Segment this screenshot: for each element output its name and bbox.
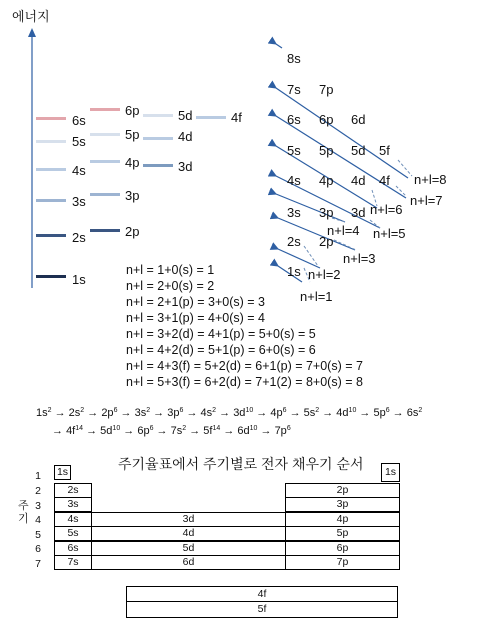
sequence-orbital: 2p	[101, 407, 114, 419]
aufbau-cell-2s: 2s	[287, 234, 301, 249]
level-label-3s: 3s	[72, 194, 86, 209]
aufbau-cell-3p: 3p	[319, 205, 334, 220]
cell-s-7: 7s	[54, 555, 92, 570]
sequence-arrow: →	[117, 407, 135, 419]
level-label-4d: 4d	[178, 129, 193, 144]
equation-8: n+l = 5+3(f) = 6+2(d) = 7+1(2) = 8+0(s) = 8	[126, 375, 363, 389]
sequence-term	[336, 407, 356, 419]
equation-1: n+l = 1+0(s) = 1	[126, 263, 215, 277]
sequence-arrow: →	[216, 407, 234, 419]
sequence-arrow: →	[257, 425, 275, 437]
sequence-orbital: 4p	[270, 407, 283, 419]
aufbau-cell-6p: 6p	[319, 112, 334, 127]
sequence-orbital: 5f	[203, 425, 213, 437]
nl-label-6: n+l=6	[370, 202, 403, 217]
equation-7: n+l = 4+3(f) = 5+2(d) = 6+1(p) = 7+0(s) = 7	[126, 359, 363, 373]
level-label-5p: 5p	[125, 127, 140, 142]
sequence-arrow: →	[153, 425, 171, 437]
aufbau-cell-4s: 4s	[287, 173, 301, 188]
period-number-5: 5	[35, 529, 41, 541]
cell-d-4: 3d	[91, 512, 286, 527]
sequence-electron-count: 2	[182, 425, 187, 432]
cell-s-6: 6s	[54, 541, 92, 556]
cell-s-3: 3s	[54, 497, 92, 512]
sequence-arrow: →	[319, 407, 337, 419]
aufbau-cell-2p: 2p	[319, 234, 334, 249]
sequence-term	[135, 407, 151, 419]
sequence-electron-count: 2	[315, 407, 320, 414]
sequence-electron-count: 2	[146, 407, 151, 414]
arrow-nl-8	[276, 88, 408, 178]
sequence-term	[237, 425, 257, 437]
cell-d-7: 6d	[91, 555, 286, 570]
cell-p-7: 7p	[285, 555, 400, 570]
cell-p-5: 5p	[285, 526, 400, 541]
sequence-term	[69, 407, 85, 419]
sequence-arrow: →	[52, 425, 67, 437]
sequence-term	[101, 407, 117, 419]
period-axis-label-2: 기	[18, 513, 29, 525]
sequence-arrow: →	[83, 425, 101, 437]
cell-p-2: 2p	[285, 483, 400, 498]
sequence-electron-count: 6	[149, 425, 154, 432]
sequence-orbital: 2s	[68, 407, 81, 419]
level-label-6p: 6p	[125, 103, 140, 118]
level-label-4s: 4s	[72, 163, 86, 178]
sequence-orbital: 6d	[237, 425, 250, 437]
period-number-6: 6	[35, 543, 41, 555]
nl-label-7: n+l=7	[410, 193, 443, 208]
nl-label-3: n+l=3	[343, 251, 376, 266]
aufbau-cell-3s: 3s	[287, 205, 301, 220]
cell-p-1: 1s	[381, 463, 400, 482]
energy-axis-label: 에너지	[12, 9, 50, 24]
sequence-term	[373, 407, 389, 419]
sequence-orbital: 5d	[100, 425, 113, 437]
aufbau-cell-6d: 6d	[351, 112, 366, 127]
aufbau-cell-6s: 6s	[287, 112, 301, 127]
sequence-arrow: →	[356, 407, 374, 419]
aufbau-cell-1s: 1s	[287, 264, 301, 279]
sequence-electron-count: 14	[75, 425, 84, 432]
table-title: 주기율표에서 주기별로 전자 채우기 순서	[118, 456, 364, 472]
level-label-5s: 5s	[72, 134, 86, 149]
nl-label-8: n+l=8	[414, 172, 447, 187]
sequence-term	[171, 425, 187, 437]
sequence-orbital: 1s	[36, 407, 48, 419]
sequence-orbital: 6p	[137, 425, 150, 437]
sequence-electron-count: 10	[348, 407, 357, 414]
sequence-arrow: →	[389, 407, 407, 419]
sequence-electron-count: 6	[286, 425, 291, 432]
sequence-orbital: 4d	[336, 407, 349, 419]
level-label-3p: 3p	[125, 188, 140, 203]
aufbau-cell-5s: 5s	[287, 143, 301, 158]
period-number-2: 2	[35, 485, 41, 497]
sequence-arrow: →	[150, 407, 168, 419]
sequence-orbital: 7s	[170, 425, 183, 437]
sequence-term	[275, 425, 291, 437]
period-number-3: 3	[35, 500, 41, 512]
cell-f-4f: 4f	[126, 586, 398, 602]
cell-p-4: 4p	[285, 512, 400, 527]
cell-p-3: 3p	[285, 497, 400, 512]
sequence-electron-count: 10	[245, 407, 254, 414]
sequence-arrow: →	[253, 407, 271, 419]
sequence-electron-count: 6	[385, 407, 390, 414]
level-label-5d: 5d	[178, 108, 193, 123]
aufbau-cell-4p: 4p	[319, 173, 334, 188]
aufbau-cell-4f: 4f	[379, 173, 390, 188]
sequence-term	[203, 425, 220, 437]
period-number-7: 7	[35, 558, 41, 570]
sequence-term	[233, 407, 253, 419]
sequence-arrow: →	[220, 425, 238, 437]
sequence-term	[201, 407, 217, 419]
sequence-term	[407, 407, 423, 419]
sequence-term	[36, 407, 52, 419]
nl-label-2: n+l=2	[308, 267, 341, 282]
nl-label-1: n+l=1	[300, 289, 333, 304]
sequence-arrow: →	[286, 407, 304, 419]
cell-s-4: 4s	[54, 512, 92, 527]
sequence-electron-count: 14	[212, 425, 221, 432]
sequence-electron-count: 2	[418, 407, 423, 414]
period-number-4: 4	[35, 514, 41, 526]
cell-s-2: 2s	[54, 483, 92, 498]
equation-3: n+l = 2+1(p) = 3+0(s) = 3	[126, 295, 265, 309]
aufbau-cell-3d: 3d	[351, 205, 366, 220]
sequence-term	[167, 407, 183, 419]
sequence-orbital: 5p	[373, 407, 386, 419]
level-label-4f: 4f	[231, 110, 242, 125]
level-label-3d: 3d	[178, 159, 193, 174]
filling-sequence-line-1	[36, 407, 422, 419]
level-label-4p: 4p	[125, 155, 140, 170]
sequence-electron-count: 2	[47, 407, 52, 414]
equation-6: n+l = 4+2(d) = 5+1(p) = 6+0(s) = 6	[126, 343, 316, 357]
aufbau-cell-5f: 5f	[379, 143, 390, 158]
period-axis-label-1: 주	[18, 500, 29, 512]
cell-s-5: 5s	[54, 526, 92, 541]
sequence-term	[137, 425, 153, 437]
period-number-1: 1	[35, 470, 41, 482]
aufbau-cell-8s: 8s	[287, 51, 301, 66]
sequence-orbital: 3d	[233, 407, 246, 419]
sequence-arrow: →	[186, 425, 204, 437]
sequence-arrow: →	[183, 407, 201, 419]
equation-2: n+l = 2+0(s) = 2	[126, 279, 215, 293]
sequence-electron-count: 6	[113, 407, 118, 414]
sequence-electron-count: 6	[282, 407, 287, 414]
sequence-electron-count: 2	[80, 407, 85, 414]
aufbau-cell-7s: 7s	[287, 82, 301, 97]
nl-label-4: n+l=4	[327, 223, 360, 238]
sequence-orbital: 4s	[200, 407, 213, 419]
sequence-arrow: →	[120, 425, 138, 437]
sequence-orbital: 3s	[134, 407, 147, 419]
sequence-arrow: →	[51, 407, 69, 419]
cell-p-6: 6p	[285, 541, 400, 556]
sequence-electron-count: 6	[179, 407, 184, 414]
sequence-orbital: 6s	[406, 407, 419, 419]
aufbau-cell-7p: 7p	[319, 82, 334, 97]
aufbau-cell-5d: 5d	[351, 143, 366, 158]
equation-5: n+l = 3+2(d) = 4+1(p) = 5+0(s) = 5	[126, 327, 316, 341]
equation-4: n+l = 3+1(p) = 4+0(s) = 4	[126, 311, 265, 325]
level-label-2p: 2p	[125, 224, 140, 239]
sequence-orbital: 3p	[167, 407, 180, 419]
nl-label-5: n+l=5	[373, 226, 406, 241]
sequence-arrow: →	[84, 407, 102, 419]
sequence-electron-count: 2	[212, 407, 217, 414]
sequence-term	[270, 407, 286, 419]
sequence-orbital: 5s	[303, 407, 316, 419]
sequence-orbital: 4f	[66, 425, 76, 437]
cell-f-5f: 5f	[126, 601, 398, 618]
level-label-1s: 1s	[72, 272, 86, 287]
filling-sequence-line-2	[52, 425, 291, 437]
sequence-orbital: 7p	[274, 425, 287, 437]
sequence-electron-count: 10	[249, 425, 258, 432]
sequence-term	[100, 425, 120, 437]
sequence-term	[66, 425, 83, 437]
level-label-6s: 6s	[72, 113, 86, 128]
cell-s-1: 1s	[54, 465, 71, 480]
sequence-term	[304, 407, 320, 419]
aufbau-cell-5p: 5p	[319, 143, 334, 158]
level-label-2s: 2s	[72, 230, 86, 245]
sequence-electron-count: 10	[112, 425, 121, 432]
aufbau-cell-4d: 4d	[351, 173, 366, 188]
cell-d-5: 4d	[91, 526, 286, 541]
cell-d-6: 5d	[91, 541, 286, 556]
